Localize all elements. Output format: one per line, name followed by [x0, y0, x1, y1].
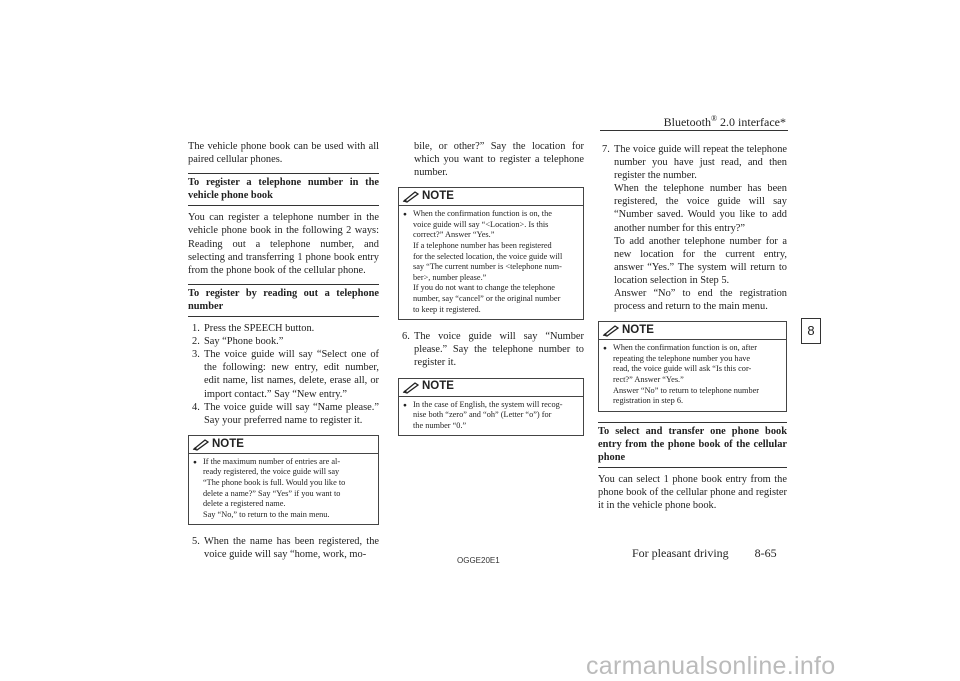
bullet-icon: ● — [403, 401, 407, 409]
step-item: 4. The voice guide will say “Name please.” Say your preferred name to register it. — [192, 401, 379, 426]
subheading-register-number: To register a telephone number in the vehicle phone book — [188, 173, 379, 206]
steps-list — [598, 143, 787, 182]
pencil-note-icon — [402, 190, 420, 203]
step-item: 7. The voice guide will repeat the telephone number you have just read, and then register the number. — [602, 144, 787, 182]
document-code: OGGE20E1 — [457, 556, 500, 565]
intro-paragraph: The vehicle phone book can be used with all paired cellular phones. — [188, 141, 379, 166]
transfer-paragraph: You can select 1 phone book entry from the phone book of the cellular phone and register it in the vehicle phone book. — [598, 474, 787, 512]
chapter-tab: 8 — [801, 318, 821, 344]
bullet-icon: ● — [193, 458, 197, 466]
steps-list — [188, 322, 379, 427]
note-header: NOTE — [189, 436, 378, 454]
note-body: ● In the case of English, the system will recog- nise both “zero” and “oh” (Letter “o”) for the number “0.” — [403, 399, 563, 430]
ways-paragraph: You can register a telephone number in the vehicle phone book in the following 2 ways: Reading out a telephone number, and selecting and transferring 1 phone book entry from the phone book of the cellular phone. — [188, 212, 379, 276]
step-item: 6. The voice guide will say “Number please.” Say the telephone number to register it. — [402, 331, 584, 369]
page-number: 8-65 — [754, 546, 777, 560]
header-rule — [600, 130, 788, 131]
note-box — [598, 321, 787, 412]
note-header: NOTE — [399, 188, 583, 206]
subheading-read-out: To register by reading out a telephone number — [188, 284, 379, 317]
steps-list-continued — [188, 535, 379, 561]
steps-list — [398, 330, 584, 369]
pencil-note-icon — [602, 324, 620, 337]
step7-paragraph: When the telephone number has been registered, the voice guide will say “Number saved. Would you like to add another number for this entry?” — [614, 183, 787, 234]
note-box — [188, 435, 379, 526]
subheading-select-transfer: To select and transfer one phone book entry from the phone book of the cellular phone — [598, 422, 787, 468]
column-1 — [188, 140, 379, 562]
section-name: For pleasant driving — [632, 546, 729, 560]
note-box — [398, 378, 584, 437]
step7-paragraph: Answer “No” to end the registration process and return to the main menu. — [614, 288, 787, 313]
pencil-note-icon — [192, 438, 210, 451]
note-body: ● When the confirmation function is on, the voice guide will say “<Location>. Is this correct?” Answer “Yes.” If a telephone number has been registered for the selected location, the voice guide will say “The current number is <telephone num- ber>, number please.” If you do not want to change the telephone number, say “cancel” or the original number to keep it registered. — [403, 209, 563, 314]
step5-continuation: bile, or other?” Say the location for which you want to register a telephone number. — [414, 141, 584, 179]
note-body: ● When the confirmation function is on, after repeating the telephone number you have read, the voice guide will ask “Is this cor- rect?” Answer “Yes.” Answer “No” to return to telephone number registration in step 6. — [603, 343, 760, 406]
running-header: Bluetooth® 2.0 interface* — [663, 114, 786, 129]
step-item: 1. Press the SPEECH button. — [192, 323, 315, 335]
bullet-icon: ● — [603, 345, 607, 353]
column-2 — [398, 140, 584, 446]
page-footer — [632, 546, 777, 561]
watermark: carmanualsonline.info — [586, 652, 836, 680]
note-header: NOTE — [399, 379, 583, 397]
step7-paragraph: To add another telephone number for a new location for the current entry, answer “Yes.” The system will return to location selection in Step 5. — [614, 235, 787, 286]
pencil-note-icon — [402, 381, 420, 394]
note-body: ● If the maximum number of entries are al- ready registered, the voice guide will say “The phone book is full. Would you like to delete a name?” Say “Yes” if you want to delete a registered name. Say “No,” to return to the main menu. — [193, 456, 346, 519]
note-header: NOTE — [599, 322, 786, 340]
step-item: 3. The voice guide will say “Select one of the following: new entry, edit number, edit name, list names, delete, erase all, or import contact.” Say “New entry.” — [192, 349, 379, 400]
column-3 — [598, 140, 787, 512]
note-box — [398, 187, 584, 320]
step-item: 2. Say “Phone book.” — [192, 336, 284, 348]
step-item: 5. When the name has been registered, the voice guide will say “home, work, mo- — [192, 536, 379, 561]
bullet-icon: ● — [403, 211, 407, 219]
